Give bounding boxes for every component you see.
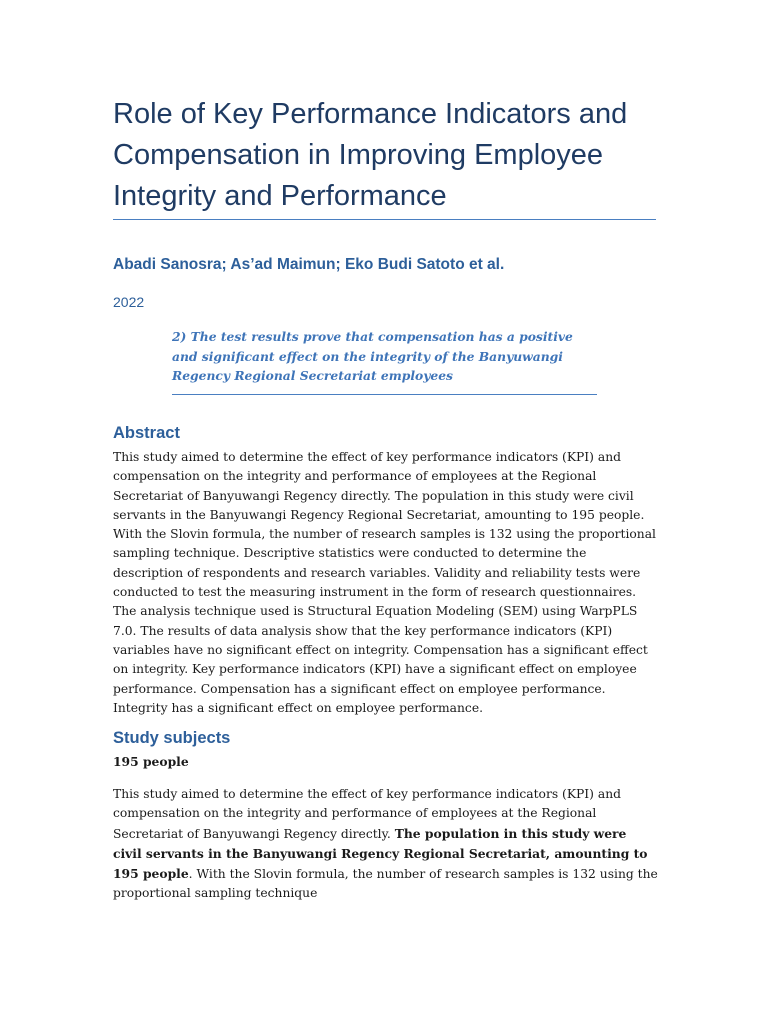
excerpt-highlight: The population in this study were civil servants in the Banyuwangi Regency Regional Secretariat, amounting to 195 people: [113, 825, 648, 882]
excerpt-text: This study aimed to determine the effect of key performance indicators (KPI) and compensation on the integrity and performance of employees at the Regional Secretariat of Banyuwangi Regency directly.: [113, 787, 621, 841]
page-title: Role of Key Performance Indicators and Compensation in Improving Employee Integrity and Performance: [113, 98, 628, 212]
publication-year: 2022: [113, 294, 145, 310]
excerpt-text-end: . With the Slovin formula, the number of research samples is 132 using the proportional sampling technique: [113, 867, 658, 901]
highlight-quote: 2) The test results prove that compensation has a positive and significant effect on the integrity of the Banyuwangi Regency Regional Secretariat employees: [172, 327, 597, 395]
study-subjects-excerpt: [113, 785, 658, 904]
authors: Abadi Sanosra; As’ad Maimun; Eko Budi Satoto et al.: [113, 256, 505, 273]
abstract-text: This study aimed to determine the effect of key performance indicators (KPI) and compensation on the integrity and performance of employees at the Regional Secretariat of Banyuwangi Regency directly. The population in this study were civil servants in the Banyuwangi Regency Regional Secretariat, amounting to 195 people. With the Slovin formula, the number of research samples is 132 using the proportional sampling technique. Descriptive statistics were conducted to determine the description of respondents and research variables. Validity and reliability tests were conducted to test the measuring instrument in the form of research questionnaires. The analysis technique used is Structural Equation Modeling (SEM) using WarpPLS 7.0. The results of data analysis show that the key performance indicators (KPI) variables have no significant effect on integrity. Compensation has a significant effect on integrity. Key performance indicators (KPI) have a significant effect on employee performance. Compensation has a significant effect on employee performance. Integrity has a significant effect on employee performance.: [113, 450, 656, 715]
title-divider: [113, 219, 656, 220]
study-subjects-heading: Study subjects: [113, 729, 231, 747]
study-subjects-value: 195 people: [113, 754, 189, 769]
abstract-heading: Abstract: [113, 424, 180, 442]
